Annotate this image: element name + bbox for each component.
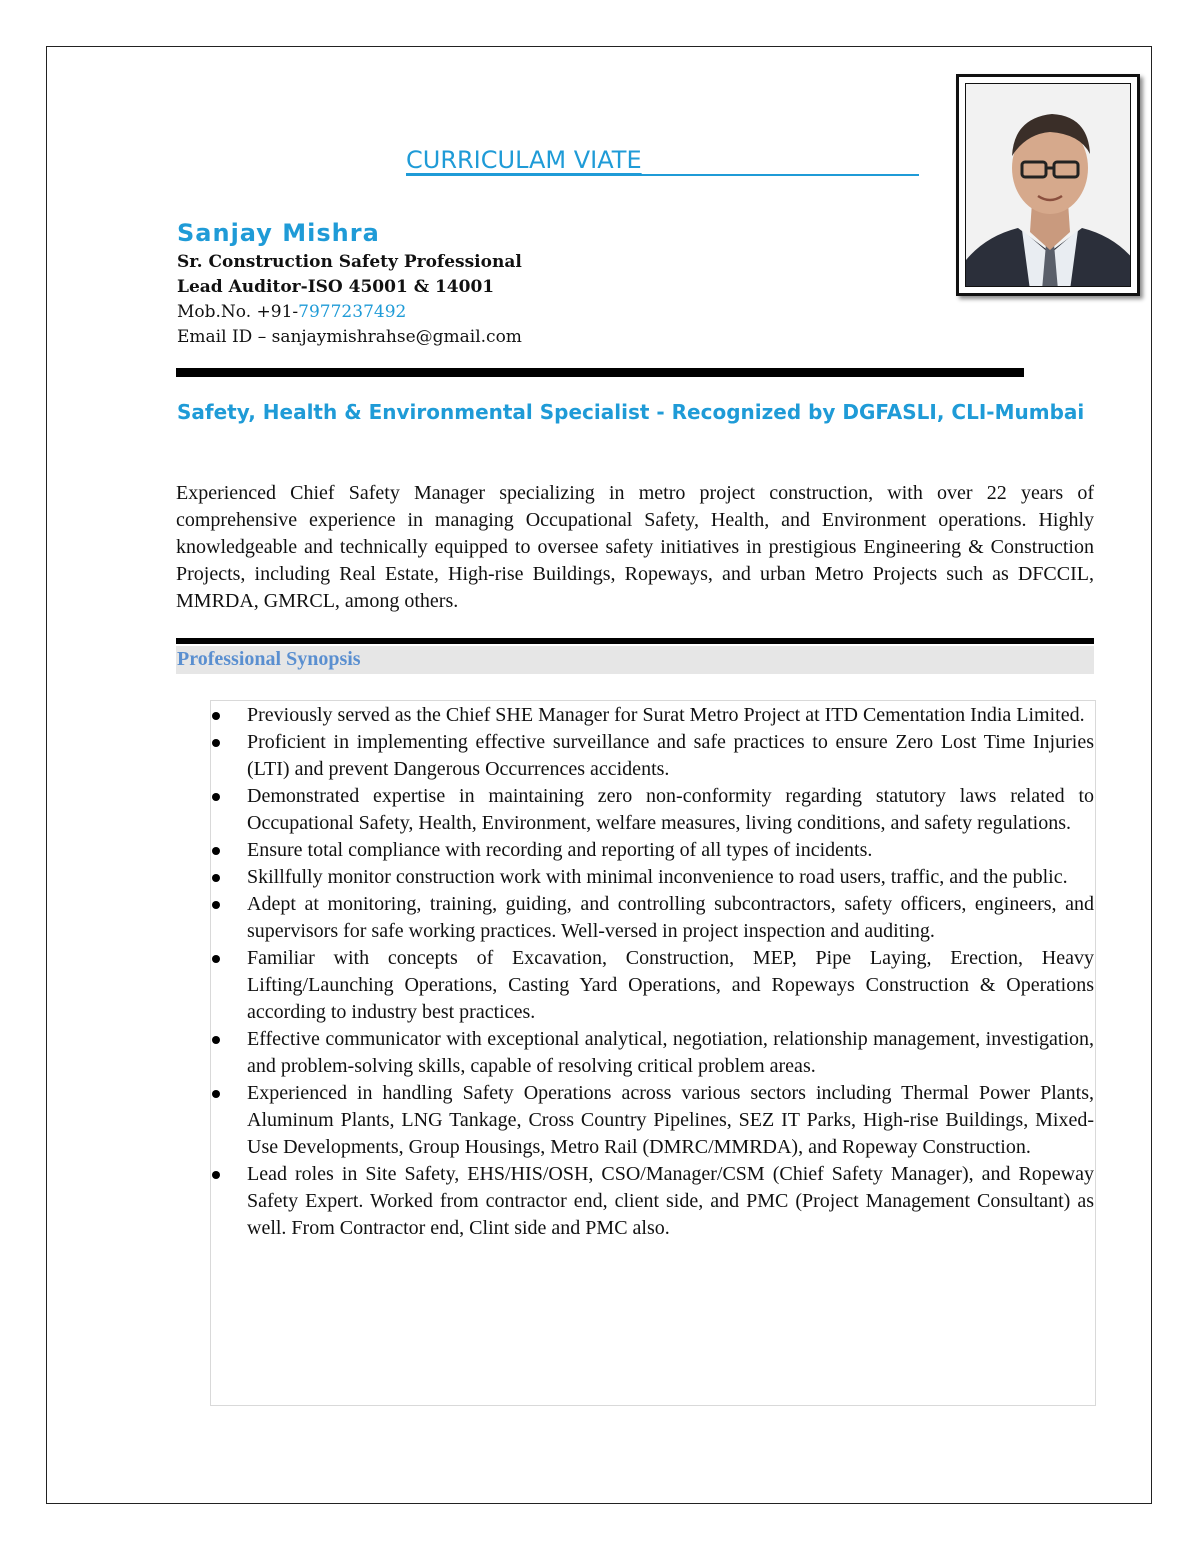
list-item-text: Effective communicator with exceptional analytical, negotiation, relationship management, investigation, and problem-solving skills, capable of resolving critical problem areas. xyxy=(247,1028,1094,1077)
document-title: CURRICULAM VIATE xyxy=(406,146,642,174)
bullet-icon xyxy=(212,874,220,882)
list-item-text: Experienced in handling Safety Operations across various sectors including Thermal Power Plants, Aluminum Plants, LNG Tankage, Cross Country Pipelines, SEZ IT Parks, High-rise Buildings, Mixed-Use Developments, Group Housings, Metro Rail (DMRC/MMRDA), and Ropeway Construction. xyxy=(247,1082,1094,1158)
list-item xyxy=(210,702,1094,729)
profile-photo-image xyxy=(965,83,1131,287)
bullet-icon xyxy=(212,1036,220,1044)
list-item xyxy=(210,837,1094,864)
mobile-line xyxy=(177,302,406,322)
bullet-icon xyxy=(212,793,220,801)
certification: Lead Auditor-ISO 45001 & 14001 xyxy=(177,277,495,297)
list-item-text: Demonstrated expertise in maintaining zero non-conformity regarding statutory laws related to Occupational Safety, Health, Environment, welfare measures, living conditions, and safety regulations. xyxy=(247,785,1094,834)
list-item xyxy=(210,729,1094,783)
bullet-icon xyxy=(212,712,220,720)
bullet-icon xyxy=(212,1090,220,1098)
mobile-number[interactable]: 7977237492 xyxy=(298,302,407,322)
section-title-synopsis: Professional Synopsis xyxy=(177,648,361,670)
list-item-text: Skillfully monitor construction work with minimal inconvenience to road users, traffic, and the public. xyxy=(247,866,1068,888)
list-item-text: Previously served as the Chief SHE Manager for Surat Metro Project at ITD Cementation India Limited. xyxy=(247,704,1085,726)
bullet-icon xyxy=(212,1171,220,1179)
header-divider xyxy=(176,368,1024,377)
section-divider xyxy=(176,638,1094,644)
bullet-icon xyxy=(212,901,220,909)
person-portrait-icon xyxy=(966,84,1131,287)
bullet-icon xyxy=(212,847,220,855)
list-item-text: Lead roles in Site Safety, EHS/HIS/OSH, CSO/Manager/CSM (Chief Safety Manager), and Ropeway Safety Expert. Worked from contractor end, client side, and PMC (Project Management Consultant) as well. From Contractor end, Clint side and PMC also. xyxy=(247,1163,1094,1239)
candidate-name: Sanjay Mishra xyxy=(177,219,380,247)
list-item-text: Adept at monitoring, training, guiding, and controlling subcontractors, safety officers, engineers, and supervisors for safe working practices. Well-versed in project inspection and auditing. xyxy=(247,893,1094,942)
list-item-text: Familiar with concepts of Excavation, Construction, MEP, Pipe Laying, Erection, Heavy Lifting/Launching Operations, Casting Yard Operations, and Ropeways Construction & Operations according to industry best practices. xyxy=(247,947,1094,1023)
list-item xyxy=(210,1161,1094,1242)
list-item-text: Ensure total compliance with recording and reporting of all types of incidents. xyxy=(247,839,873,861)
profile-summary: Experienced Chief Safety Manager specializing in metro project construction, with over 22 years of comprehensive experience in managing Occupational Safety, Health, and Environment operations. Highly knowledgeable and technically equipped to oversee safety initiatives in prestigious Engineering & Construction Projects, including Real Estate, High-rise Buildings, Ropeways, and urban Metro Projects such as DFCCIL, MMRDA, GMRCL, among others. xyxy=(176,482,1094,612)
list-item xyxy=(210,891,1094,945)
email-line: Email ID – sanjaymishrahse@gmail.com xyxy=(177,327,522,347)
mobile-label: Mob.No. +91- xyxy=(177,302,299,322)
list-item-text: Proficient in implementing effective surveillance and safe practices to ensure Zero Lost Time Injuries (LTI) and prevent Dangerous Occurrences accidents. xyxy=(247,731,1094,780)
bullet-icon xyxy=(212,955,220,963)
synopsis-list xyxy=(210,702,1094,1242)
list-item xyxy=(210,945,1094,1026)
job-role: Sr. Construction Safety Professional xyxy=(177,252,522,272)
list-item xyxy=(210,783,1094,837)
list-item xyxy=(210,1080,1094,1161)
profile-photo xyxy=(956,74,1140,296)
list-item xyxy=(210,1026,1094,1080)
bullet-icon xyxy=(212,739,220,747)
title-underline xyxy=(406,174,919,176)
list-item xyxy=(210,864,1094,891)
profile-headline: Safety, Health & Environmental Specialist - Recognized by DGFASLI, CLI-Mumbai xyxy=(177,400,1085,424)
